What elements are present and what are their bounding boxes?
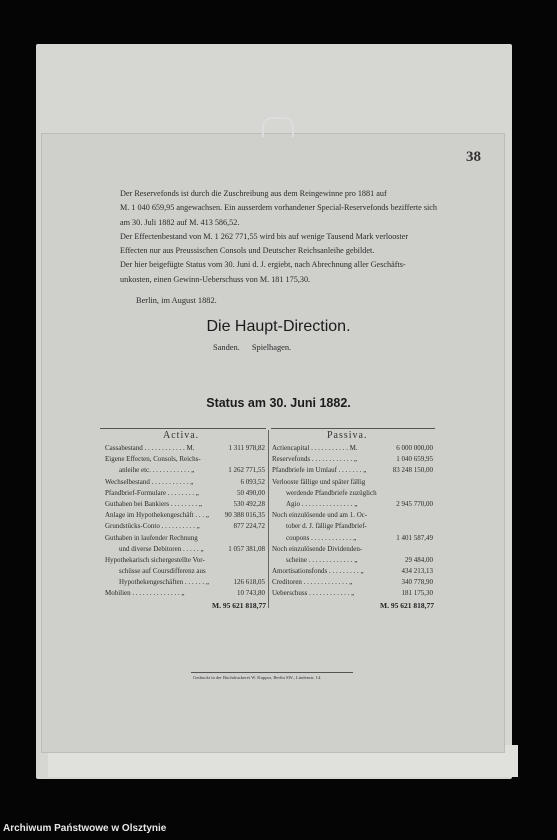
passiva-row-value: 340 778,90 [401,578,433,587]
passiva-row-value: 1 401 587,49 [396,533,433,542]
activa-row [105,566,265,577]
intro-line: Der Effectenbestand von M. 1 262 771,55 wird bis auf wenige Tausend Mark verlooster [120,231,409,241]
passiva-row [272,577,433,588]
passiva-row-value: 181 175,30 [401,589,433,598]
activa-row-label: Hypothekengeschäften . . . . . . „ [119,578,209,587]
passiva-row [272,555,433,566]
passiva-row [272,544,433,555]
intro-line: M. 1 040 659,95 angewachsen. Ein ausserdem vorhandener Special-Reservefonds bezifferte sich [120,203,438,213]
activa-row-value: 50 490,00 [237,488,265,497]
activa-row [105,499,265,510]
activa-row-value: 90 388 016,35 [224,511,265,520]
activa-row [105,555,265,566]
activa-row-label: Grundstücks-Conto . . . . . . . . . . „ [105,522,200,531]
passiva-row-label: werdende Pfandbriefe zuzüglich [286,488,377,497]
activa-row-label: Guthaben bei Bankiers . . . . . . . . „ [105,499,203,508]
passiva-row-value: 6 000 000,00 [396,444,433,452]
passiva-row [272,533,433,544]
activa-table [105,443,265,600]
passiva-row-value: 1 040 659,95 [396,455,433,464]
passiva-row [272,588,433,599]
activa-row [105,533,265,544]
intro-line: Der Reservefonds ist durch die Zuschreibung aus dem Reingewinne pro 1881 auf [120,189,387,198]
passiva-rule [271,428,435,429]
signatories: Sanden. Spielhagen. [213,343,292,352]
passiva-row-value: 434 213,13 [401,567,433,576]
passiva-row-label: Amortisationsfonds . . . . . . . . . „ [272,567,364,576]
passiva-row [272,465,433,476]
passiva-row-value: 2 945 770,00 [396,499,433,508]
activa-row-value: 6 093,52 [240,477,265,486]
activa-row-label: Pfandbrief-Formulare . . . . . . . . „ [105,488,199,497]
activa-row-label: Mobilien . . . . . . . . . . . . . . „ [105,589,185,598]
activa-row-value: 10 743,80 [237,589,265,598]
activa-row [105,510,265,521]
passiva-row [272,499,433,510]
activa-row [105,477,265,488]
printer-imprint: Gedruckt in der Buchdruckerei W. Kuppra, Berlin SW., Lindenstr. 14. [193,675,322,680]
intro-line: unkosten, einen Gewinn-Ueberschuss von M. 181 175,30. [120,274,311,284]
passiva-row [272,566,433,577]
activa-row-label: Anlage im Hypothekengeschäft . . . „ [105,511,209,520]
passiva-row-label: Actiencapital . . . . . . . . . . . M. [272,444,358,452]
activa-row [105,443,265,454]
activa-heading: Activa. [163,430,200,441]
passiva-row [272,488,433,499]
passiva-heading: Passiva. [327,430,368,441]
page-number: 38 [466,149,481,165]
activa-row [105,544,265,555]
passiva-row-value: 83 248 150,00 [392,466,433,475]
activa-row-value: 1 262 771,55 [228,466,265,475]
passiva-row-label: Agio . . . . . . . . . . . . . . . „ [286,499,358,508]
printer-rule [191,672,353,673]
passiva-table [272,443,433,600]
passiva-row-label: Noch einzulösende Dividenden- [272,544,363,553]
activa-row-value: 1 057 381,08 [228,544,265,553]
paper-clip [262,117,294,137]
activa-row-value: 126 618,05 [233,578,265,587]
activa-row [105,488,265,499]
activa-row-label: Wechselbestand . . . . . . . . . . . „ [105,477,194,486]
passiva-row-value: 29 484,00 [405,555,433,564]
place-date: Berlin, im August 1882. [136,296,217,305]
activa-total: M. 95 621 818,77 [212,601,266,610]
activa-row [105,454,265,465]
activa-row-label: anleihe etc. . . . . . . . . . . . „ [119,466,195,475]
activa-row [105,577,265,588]
activa-row-label: Hypothekarisch sichergestellte Vor- [105,555,205,564]
activa-row-label: Guthaben in laufender Rechnung [105,533,198,542]
passiva-row-label: Noch einzulösende und am 1. Oc- [272,511,368,520]
archive-label: Archiwum Państwowe w Olsztynie [3,823,167,834]
intro-text [120,187,440,287]
passiva-row [272,521,433,532]
activa-row-label: schüsse auf Coursdifferenz aus [119,567,206,576]
passiva-row-label: Creditoren . . . . . . . . . . . . . „ [272,578,353,587]
organization-name: Die Haupt-Direction. [206,318,351,335]
passiva-row-label: tober d. J. fällige Pfandbrief- [286,522,367,531]
activa-row-label: Cassabestand . . . . . . . . . . . . M. [105,444,195,452]
activa-rule [100,428,266,429]
passiva-row-label: Ueberschuss . . . . . . . . . . . . „ [272,589,355,598]
column-divider [268,430,269,608]
passiva-row-label: Reservefonds . . . . . . . . . . . . „ [272,455,357,464]
activa-row [105,465,265,476]
passiva-row-label: Verlooste fällige und später fällig [272,477,366,486]
activa-row [105,588,265,599]
passiva-row [272,510,433,521]
intro-line: Der hier beigefügte Status vom 30. Juni d. J. ergiebt, nach Abrechnung aller Geschäfts- [120,260,406,270]
activa-row-label: Eigene Effecten, Consols, Reichs- [105,455,201,464]
passiva-row-label: Pfandbriefe im Umlauf . . . . . . . „ [272,466,367,475]
activa-row-value: 530 492,28 [233,499,265,508]
passiva-row [272,454,433,465]
activa-row-value: 877 224,72 [233,522,265,531]
intro-line: Effecten nur aus Preussischen Consols und Deutscher Reichsanleihe gebildet. [120,246,375,256]
status-title: Status am 30. Juni 1882. [206,396,351,410]
activa-row-label: und diverse Debitoren . . . . . „ [119,544,204,553]
activa-row-value: 1 311 978,82 [228,444,265,452]
passiva-row [272,477,433,488]
passiva-row-label: coupons . . . . . . . . . . . . „ [286,533,357,542]
activa-row [105,521,265,532]
passiva-row-label: scheine . . . . . . . . . . . . . „ [286,555,358,564]
intro-line: am 30. Juli 1882 auf M. 413 586,52. [120,217,240,227]
passiva-total: M. 95 621 818,77 [380,601,434,610]
passiva-row [272,443,433,454]
